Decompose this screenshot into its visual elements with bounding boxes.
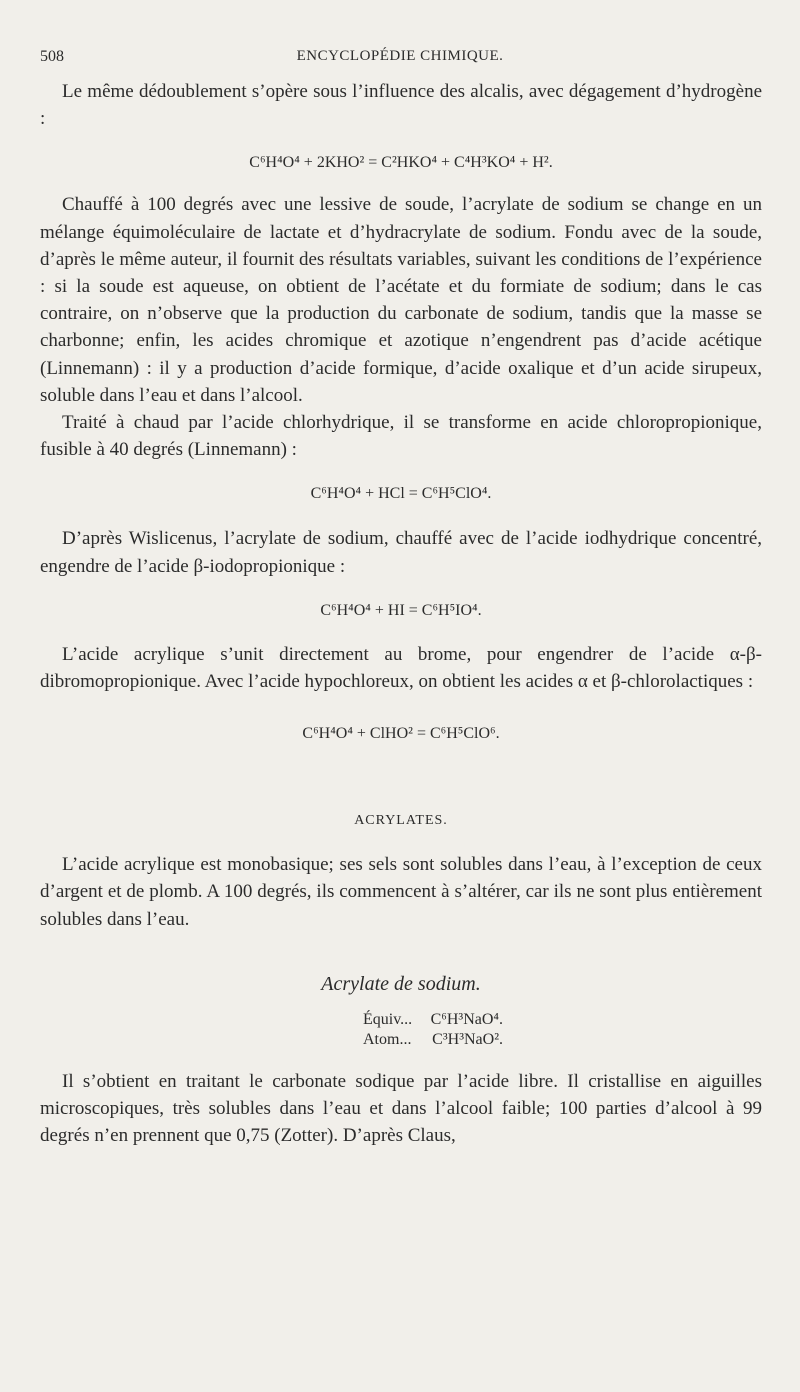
paragraph-5: L’acide acrylique s’unit directement au brome, pour engendrer de l’acide α-β-dibromopropionique. Avec l’acide hypochloreux, on obtient les acides α et β-chlorolactiques : [40,643,762,693]
equation-4: C⁶H⁴O⁴ + ClHO² = C⁶H⁵ClO⁶. [302,725,500,743]
equation-1: C⁶H⁴O⁴ + 2KHO² = C²HKO⁴ + C⁴H³KO⁴ + H². [249,154,553,172]
page-header [40,48,760,72]
paragraph-4: D’après Wislicenus, l’acrylate de sodium, chauffé avec de l’acide iodhydrique concentré, engendre de l’acide β-iodopropionique : [40,528,762,577]
subsection-title: Acrylate de sodium. [321,972,481,995]
paragraph-7: Il s’obtient en traitant le carbonate sodique par l’acide libre. Il cristallise en aiguilles microscopiques, très solubles dans l’eau et dans l’alcool faible; 100 parties d’alcool à 99 degrés n’en prennent que 0,75 (Zotter). D’après Claus, [40,1070,762,1147]
paragraph-6: L’acide acrylique est monobasique; ses sels sont solubles dans l’eau, à l’exception de ceux d’argent et de plomb. A 100 degrés, ils commencent à s’altérer, car ils ne sont plus entièrement solubles dans l’eau. [40,854,762,930]
formula-value: C³H³NaO². [432,1030,503,1048]
equation-2: C⁶H⁴O⁴ + HCl = C⁶H⁵ClO⁴. [310,485,492,503]
paragraph-1: Le même dédoublement s’opère sous l’influence des alcalis, avec dégagement d’hydrogène : [40,81,762,130]
page-body [40,78,762,1149]
formula-table [363,1010,503,1050]
formula-row [363,1030,503,1050]
formula-value: C⁶H³NaO⁴. [430,1010,503,1028]
formula-label: Atom... [363,1030,412,1048]
formula-row [363,1010,503,1030]
page-number: 508 [40,48,64,65]
section-title: ACRYLATES. [354,813,448,829]
formula-label: Équiv... [363,1010,413,1028]
equation-3: C⁶H⁴O⁴ + HI = C⁶H⁵IO⁴. [320,601,482,619]
paragraph-2: Chauffé à 100 degrés avec une lessive de soude, l’acrylate de sodium se change en un mélange équimoléculaire de lactate et d’hydracrylate de sodium. Fondu avec de la soude, d’après le même auteur, il fournit des résultats variables, suivant les conditions de l’expérience : si la soude est aqueuse, on obtient de l’acétate et du formiate de sodium; dans le cas contraire, on n’observe que la production du carbonate de sodium, tandis que la masse se charbonne; enfin, les acides chromique et azotique n’engendrent pas d’acide acétique (Linnemann) : il y a production d’acide formique, d’acide oxalique et d’un acide sirupeux, soluble dans l’eau et dans l’alcool. [40,194,762,406]
running-title: ENCYCLOPÉDIE CHIMIQUE. [296,48,504,64]
paragraph-3: Traité à chaud par l’acide chlorhydrique, il se transforme en acide chloropropionique, fusible à 40 degrés (Linnemann) : [40,412,762,461]
